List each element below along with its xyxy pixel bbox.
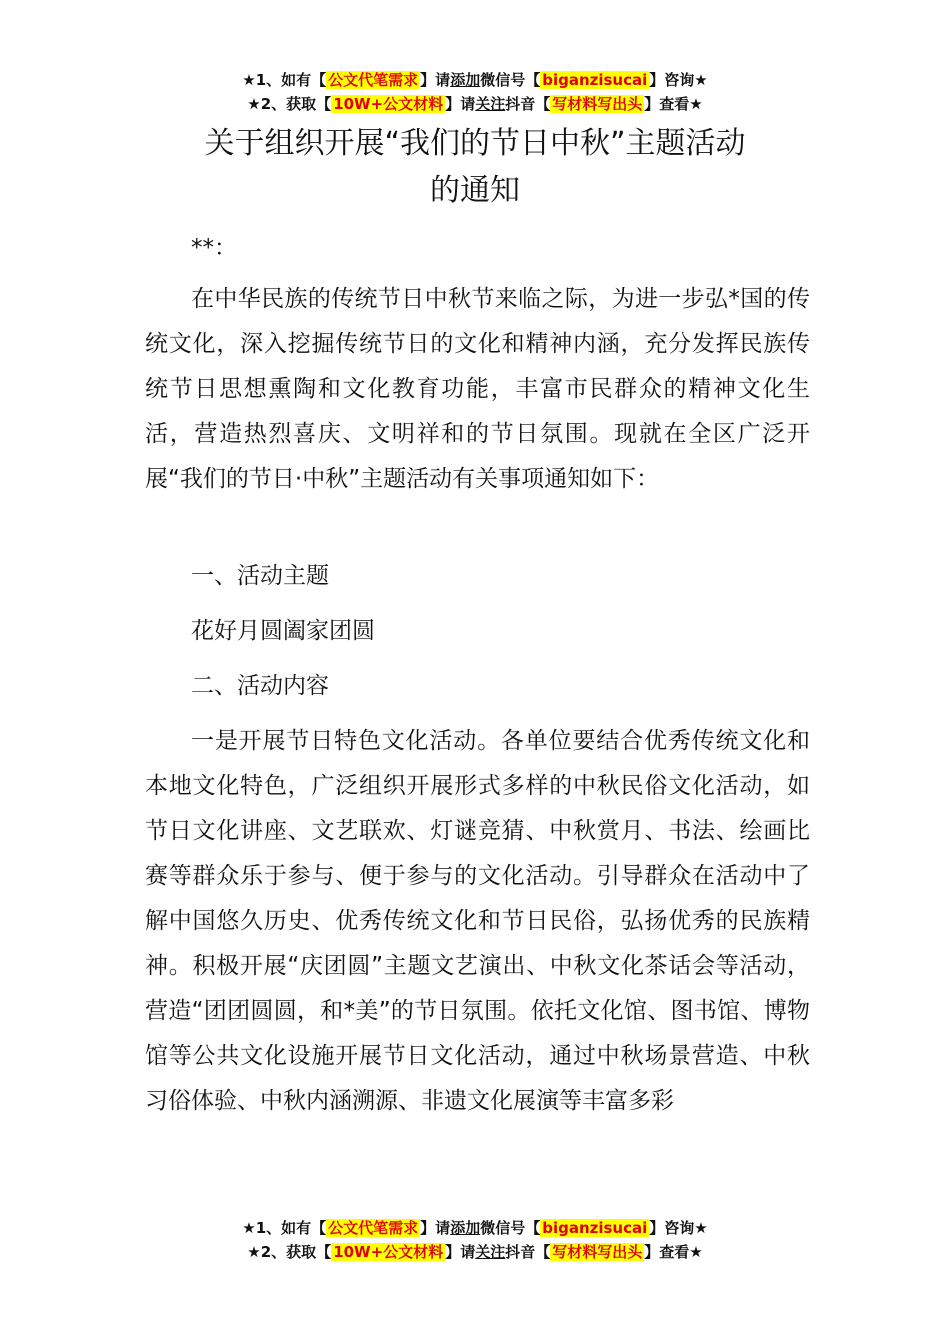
promo-highlight: 公文代笔需求 [328,1219,419,1237]
promo-douyin-id: 写材料写出头 [552,1243,643,1261]
footer-promo-banner [0,1216,950,1264]
salutation-text: **： [191,235,237,261]
heading-activity-content: 二、活动内容 [191,673,329,699]
promo-douyin-id: 写材料写出头 [552,95,643,113]
theme-text: 花好月圆阖家团圆 [191,618,375,644]
promo-line-2: ★2、获取【 10W+公文材料 】请关注抖音【 写材料写出头 】查看★ [247,95,703,113]
promo-underlined: 关注 [475,95,506,113]
intro-paragraph [145,277,810,502]
promo-line-1: ★1、如有【 公文代笔需求 】请添加微信号【 biganzisucai 】咨询★ [242,1219,708,1237]
promo-highlight: 公文代笔需求 [328,71,419,89]
content-paragraph [145,719,810,1124]
promo-highlight: 10W+公文材料 [333,95,444,113]
promo-highlight: 10W+公文材料 [333,1243,444,1261]
promo-wechat-id: biganzisucai [542,71,648,89]
promo-line-2: ★2、获取【 10W+公文材料 】请关注抖音【 写材料写出头 】查看★ [247,1243,703,1261]
title-line-2: 的通知 [430,173,520,208]
content-text: 一是开展节日特色文化活动。各单位要结合优秀传统文化和本地文化特色，广泛组织开展形式多样的中秋民俗文化活动，如节日文化讲座、文艺联欢、灯谜竞猜、中秋赏月、书法、绘画比赛等群众乐于参与、便于参与的文化活动。引导群众在活动中了解中国悠久历史、优秀传统文化和节日民俗，弘扬优秀的民族精神。积极开展“庆团圆”主题文艺演出、中秋文化茶话会等活动，营造“团团圆圆，和*美”的节日氛围。依托文化馆、图书馆、博物馆等公共文化设施开展节日文化活动，通过中秋场景营造、中秋习俗体验、中秋内涵溯源、非遗文化展演等丰富多彩 [145,728,810,1114]
section-heading-1 [145,554,810,599]
promo-line-1: ★1、如有【 公文代笔需求 】请添加微信号【 biganzisucai 】咨询★ [242,71,708,89]
header-promo-banner [0,68,950,116]
theme-paragraph [145,609,810,654]
promo-underlined: 添加 [450,71,481,89]
title-line-1: 关于组织开展“我们的节日中秋”主题活动 [204,126,746,161]
promo-underlined: 关注 [475,1243,506,1261]
promo-wechat-id: biganzisucai [542,1219,648,1237]
heading-activity-theme: 一、活动主题 [191,563,329,589]
salutation [145,226,810,271]
promo-underlined: 添加 [450,1219,481,1237]
document-title [0,120,950,214]
section-heading-2 [145,664,810,709]
intro-text: 在中华民族的传统节日中秋节来临之际，为进一步弘*国的传统文化，深入挖掘传统节日的文化和精神内涵，充分发挥民族传统节日思想熏陶和文化教育功能，丰富市民群众的精神文化生活，营造热烈喜庆、文明祥和的节日氛围。现就在全区广泛开展“我们的节日·中秋”主题活动有关事项通知如下： [145,286,810,492]
